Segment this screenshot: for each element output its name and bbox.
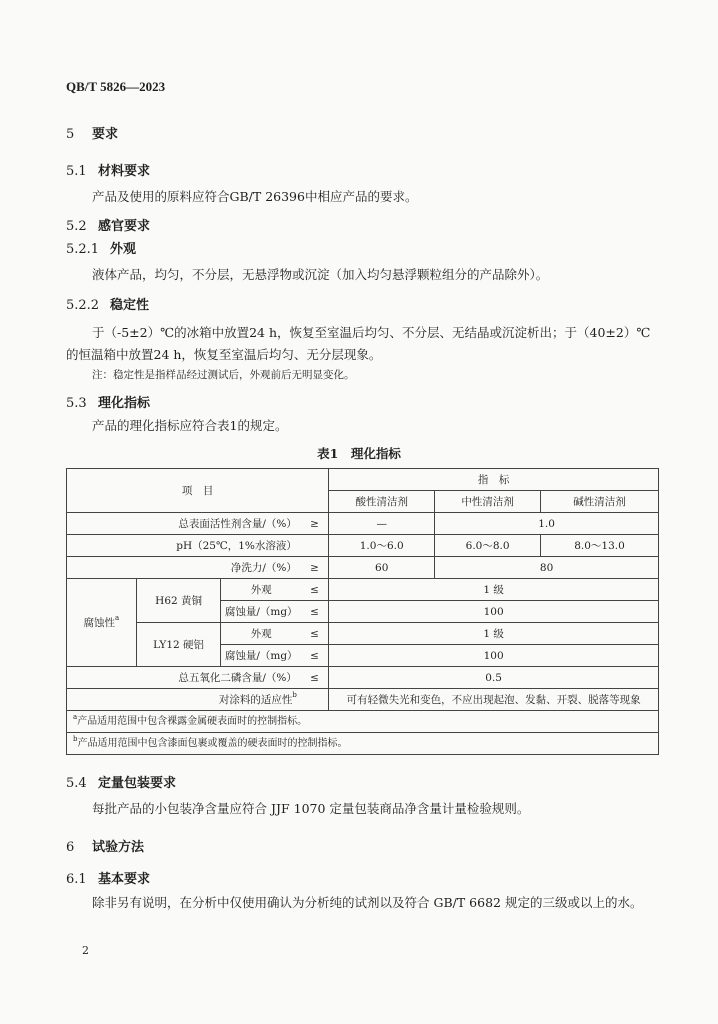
table-footnote	[67, 733, 659, 755]
page-number: 2	[82, 944, 89, 957]
section-6-heading	[66, 836, 144, 855]
symbol: ≥	[301, 557, 329, 579]
section-title: 要求	[92, 127, 119, 142]
section-number: 5.3	[66, 396, 87, 411]
symbol: ≤	[301, 601, 329, 623]
section-number: 5.2.1	[66, 242, 100, 257]
row-label: 外观	[221, 579, 301, 601]
table-row	[67, 579, 659, 601]
cell-value: 60	[329, 557, 435, 579]
brass-label: H62 黄铜	[136, 579, 221, 623]
section-6-1-heading	[66, 868, 150, 887]
row-label: 对涂料的适应性$^b$	[67, 689, 301, 711]
section-5-heading	[66, 123, 118, 142]
section-5-4-heading	[66, 772, 176, 791]
row-label: 腐蚀量/（mg）	[221, 601, 301, 623]
section-title: 感官要求	[98, 219, 151, 234]
section-5-2-heading	[66, 215, 150, 234]
cell-value: —	[329, 513, 435, 535]
header-index: 指 标	[329, 469, 659, 491]
cell-value: 0.5	[329, 667, 659, 689]
paragraph-5-2-2-line1: 于（-5±2）℃的冰箱中放置24 h，恢复至室温后均匀、不分层、无结晶或沉淀析出；于（40±2）℃	[92, 325, 651, 340]
footnote-a: $^a$产品适用范围中包含裸露金属硬表面时的控制指标。	[67, 711, 659, 733]
cell-value: 100	[329, 645, 659, 667]
paragraph-6-1: 除非另有说明，在分析中仅使用确认为分析纯的试剂以及符合 GB/T 6682 规定的三级或以上的水。	[92, 895, 643, 910]
table-caption: 表1 理化指标	[317, 446, 401, 461]
section-title: 稳定性	[110, 298, 150, 313]
section-title: 定量包装要求	[98, 776, 177, 791]
row-label: 总五氧化二磷含量/（%）	[67, 667, 301, 689]
paragraph-5-3: 产品的理化指标应符合表1的规定。	[92, 418, 288, 433]
header-neutral: 中性清洁剂	[435, 491, 541, 513]
physicochemical-table	[66, 468, 659, 755]
cell-value: 1.0	[435, 513, 659, 535]
cell-value: 1 级	[329, 579, 659, 601]
section-5-2-1-heading	[66, 238, 136, 257]
header-alkaline: 碱性清洁剂	[541, 491, 659, 513]
paragraph-5-2-2-line2: 的恒温箱中放置24 h，恢复至室温后均匀、无分层现象。	[66, 347, 382, 362]
section-title: 材料要求	[98, 164, 151, 179]
section-number: 5.4	[66, 776, 87, 791]
section-title: 基本要求	[98, 872, 151, 887]
paragraph-5-4: 每批产品的小包装净含量应符合 JJF 1070 定量包装商品净含量计量检验规则。	[92, 801, 530, 816]
row-label: 腐蚀量/（mg）	[221, 645, 301, 667]
cell-value: 可有轻微失光和变色，不应出现起泡、发黏、开裂、脱落等现象	[329, 689, 659, 711]
table-row	[67, 535, 659, 557]
section-number: 5.2.2	[66, 298, 100, 313]
symbol: ≤	[301, 645, 329, 667]
section-title: 理化指标	[98, 396, 151, 411]
header-acid: 酸性清洁剂	[329, 491, 435, 513]
standard-code: QB/T 5826—2023	[66, 79, 166, 94]
section-5-1-heading	[66, 160, 150, 179]
paragraph-5-1: 产品及使用的原料应符合GB/T 26396中相应产品的要求。	[92, 189, 418, 204]
cell-value: 100	[329, 601, 659, 623]
section-number: 5	[66, 127, 75, 142]
symbol: ≤	[301, 667, 329, 689]
section-number: 6	[66, 840, 75, 855]
row-label: pH（25℃，1%水溶液）	[67, 535, 301, 557]
footnote-b: $^b$产品适用范围中包含漆面包裹或覆盖的硬表面时的控制指标。	[67, 733, 659, 755]
table-header-row	[67, 469, 659, 491]
table-footnote	[67, 711, 659, 733]
symbol: ≤	[301, 623, 329, 645]
symbol	[301, 535, 329, 557]
symbol: ≥	[301, 513, 329, 535]
section-5-2-2-heading	[66, 294, 149, 313]
section-number: 6.1	[66, 872, 87, 887]
table-row	[67, 557, 659, 579]
stability-note: 注：稳定性是指样品经过测试后，外观前后无明显变化。	[92, 369, 355, 381]
section-title: 外观	[110, 242, 137, 257]
cell-value: 80	[435, 557, 659, 579]
header-item: 项 目	[67, 469, 329, 513]
symbol	[301, 689, 329, 711]
table-row	[67, 623, 659, 645]
cell-value: 8.0～13.0	[541, 535, 659, 557]
aluminium-label: LY12 硬铝	[136, 623, 221, 667]
paragraph-5-2-1: 液体产品，均匀，不分层，无悬浮物或沉淀（加入均匀悬浮颗粒组分的产品除外）。	[92, 267, 549, 282]
symbol: ≤	[301, 579, 329, 601]
corrosion-label: 腐蚀性$^a$	[67, 579, 137, 667]
section-5-3-heading	[66, 392, 150, 411]
row-label: 总表面活性剂含量/（%）	[67, 513, 301, 535]
row-label: 净洗力/（%）	[67, 557, 301, 579]
table-row	[67, 513, 659, 535]
table-row	[67, 667, 659, 689]
cell-value: 6.0～8.0	[435, 535, 541, 557]
section-number: 5.1	[66, 164, 87, 179]
section-title: 试验方法	[92, 840, 145, 855]
section-number: 5.2	[66, 219, 87, 234]
table-row	[67, 689, 659, 711]
cell-value: 1 级	[329, 623, 659, 645]
row-label: 外观	[221, 623, 301, 645]
cell-value: 1.0～6.0	[329, 535, 435, 557]
